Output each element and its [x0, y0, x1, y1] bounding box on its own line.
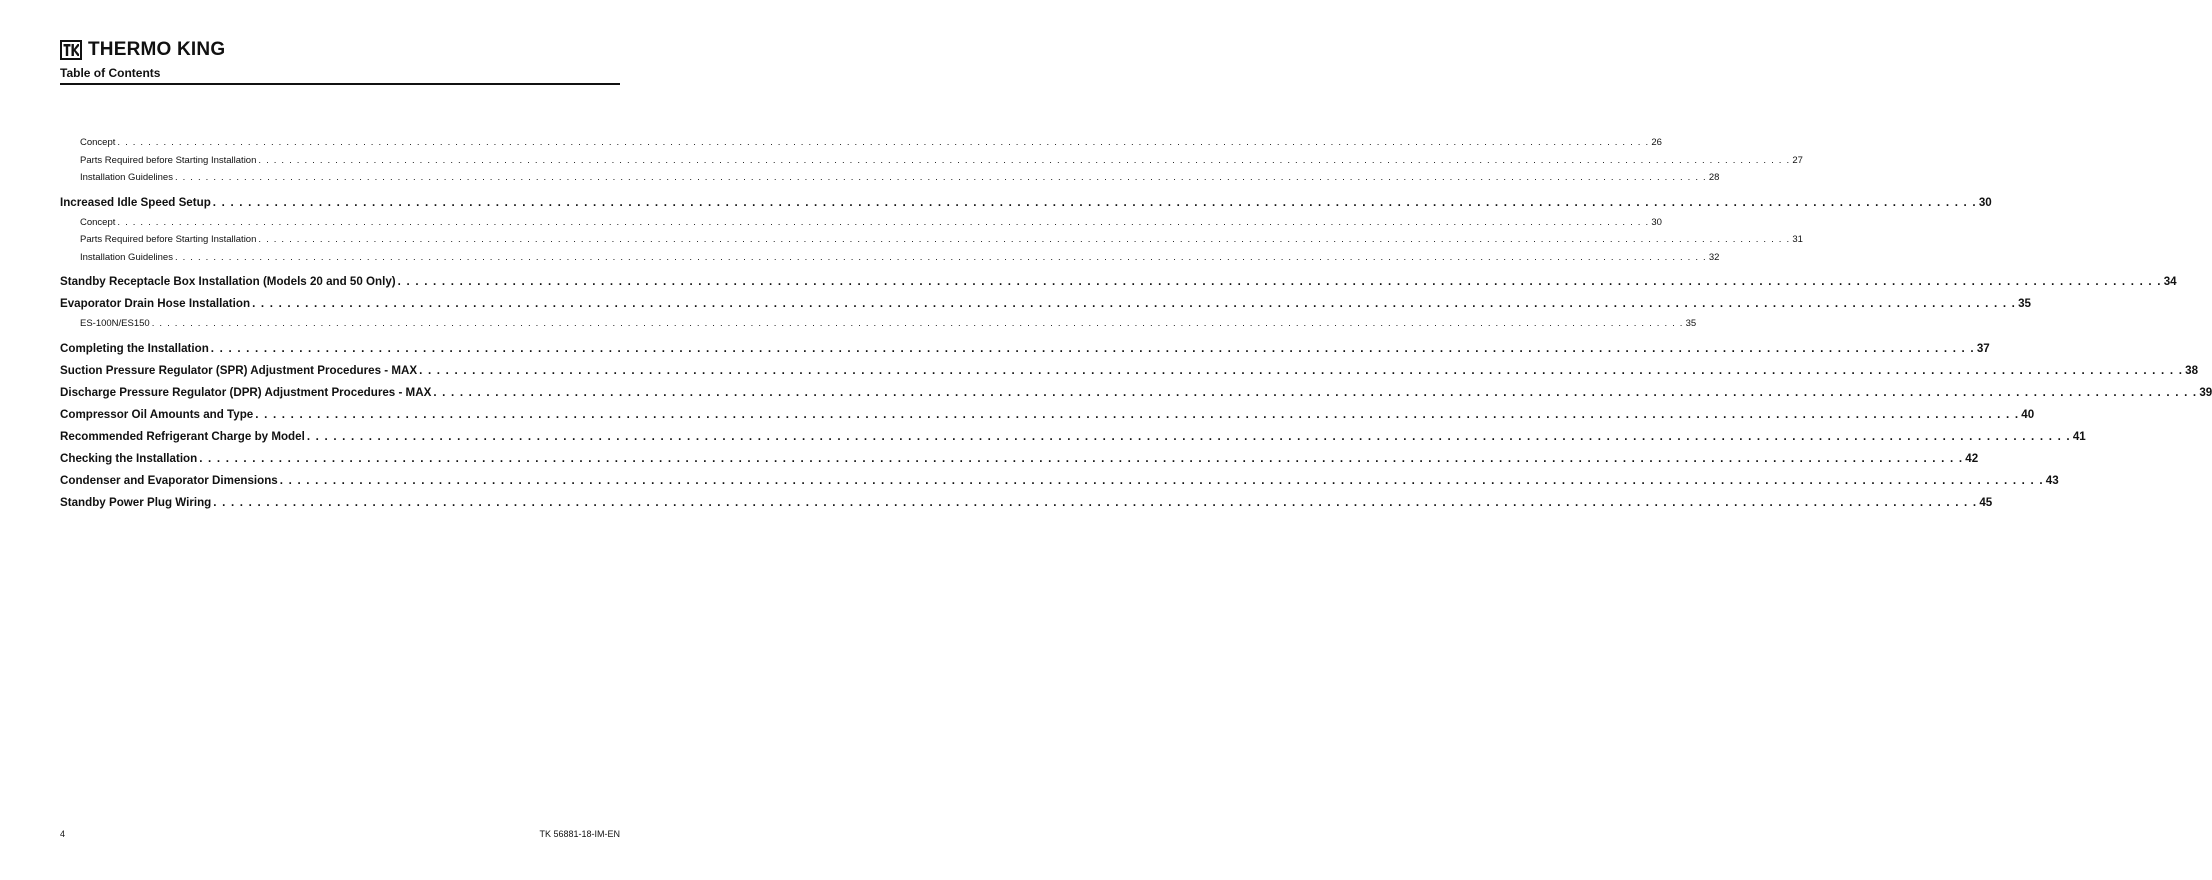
toc-entry[interactable] [60, 382, 2212, 404]
toc-page-number: 42 [1965, 451, 1979, 465]
dot-leader: . . . . . . . . . . . . . . . . . . . . . . . . . . . . . . . . . . . . . . . . . . . . . . . . . . . . . . . . . . . . . . . . . . . . . . . . . . . . . . . . . . . . . . . . . . . . . . . . . . . . . . . . . . . . . . . . . . . . . . . . . . . . . . . . . . . . . . . . . . . . . . . . . . . . . . . . . . . . . . . . . . . . . . . . . . . . . . . . . . . . . . . . . . . . . . . . . . . . . . . . [397, 275, 2162, 288]
toc-page-number: 26 [1651, 137, 1662, 148]
dot-leader: . . . . . . . . . . . . . . . . . . . . . . . . . . . . . . . . . . . . . . . . . . . . . . . . . . . . . . . . . . . . . . . . . . . . . . . . . . . . . . . . . . . . . . . . . . . . . . . . . . . . . . . . . . . . . . . . . . . . . . . . . . . . . . . . . . . . . . . . . . . . . . . . . . . . . . . . . . . . . . . . . . . . . . . . . . . . . . . . . . . . . . . . . . . . . . . . . . . . . . . . [213, 495, 1978, 509]
toc-entry-title: Installation Guidelines [80, 251, 173, 263]
toc-entry-title: Discharge Pressure Regulator (DPR) Adjustment Procedures - MAX [60, 385, 432, 399]
toc-subentry[interactable] [60, 231, 1803, 249]
toc-entry[interactable] [60, 492, 1993, 514]
dot-leader: . . . . . . . . . . . . . . . . . . . . . . . . . . . . . . . . . . . . . . . . . . . . . . . . . . . . . . . . . . . . . . . . . . . . . . . . . . . . . . . . . . . . . . . . . . . . . . . . . . . . . . . . . . . . . . . . . . . . . . . . . . . . . . . . . . . . . . . . . . . . . . . . . . . . . . . . . . . . . . . . . . . . . . . . . . . . . . . . . . . . . . . . . . . . . . . . . . . . . . . . [151, 318, 1684, 329]
toc-page-number: 43 [2045, 473, 2059, 487]
toc-subentry[interactable] [60, 214, 1662, 232]
brand-logo [60, 38, 620, 62]
toc-entry-title: Installation Guidelines [80, 172, 173, 183]
toc-page-number: 45 [1979, 495, 1993, 509]
toc-entry-title: Parts Required before Starting Installation [80, 154, 257, 166]
toc-entry-title: Parts Required before Starting Installation [80, 234, 257, 245]
toc-page-number: 39 [2199, 385, 2212, 399]
toc-entry-title: Increased Idle Speed Setup [60, 195, 211, 209]
toc-subentry[interactable] [60, 169, 1720, 187]
toc-entry[interactable] [60, 360, 2199, 382]
toc-page-number: 35 [2018, 297, 2031, 310]
table-of-contents [60, 134, 2212, 514]
dot-leader: . . . . . . . . . . . . . . . . . . . . . . . . . . . . . . . . . . . . . . . . . . . . . . . . . . . . . . . . . . . . . . . . . . . . . . . . . . . . . . . . . . . . . . . . . . . . . . . . . . . . . . . . . . . . . . . . . . . . . . . . . . . . . . . . . . . . . . . . . . . . . . . . . . . . . . . . . . . . . . . . . . . . . . . . . . . . . . . . . . . . . . . . . . . . . . . . . . . . . . . . [306, 429, 2071, 443]
dot-leader: . . . . . . . . . . . . . . . . . . . . . . . . . . . . . . . . . . . . . . . . . . . . . . . . . . . . . . . . . . . . . . . . . . . . . . . . . . . . . . . . . . . . . . . . . . . . . . . . . . . . . . . . . . . . . . . . . . . . . . . . . . . . . . . . . . . . . . . . . . . . . . . . . . . . . . . . . . . . . . . . . . . . . . . . . . . . . . . . . . . . . . . . . . . . . . . . . . . . . . . . [258, 154, 1791, 166]
dot-leader: . . . . . . . . . . . . . . . . . . . . . . . . . . . . . . . . . . . . . . . . . . . . . . . . . . . . . . . . . . . . . . . . . . . . . . . . . . . . . . . . . . . . . . . . . . . . . . . . . . . . . . . . . . . . . . . . . . . . . . . . . . . . . . . . . . . . . . . . . . . . . . . . . . . . . . . . . . . . . . . . . . . . . . . . . . . . . . . . . . . . . . . . . . . . . . . . . . . . . . . . [174, 251, 1707, 263]
toc-entry-title: Standby Power Plug Wiring [60, 495, 212, 509]
dot-leader: . . . . . . . . . . . . . . . . . . . . . . . . . . . . . . . . . . . . . . . . . . . . . . . . . . . . . . . . . . . . . . . . . . . . . . . . . . . . . . . . . . . . . . . . . . . . . . . . . . . . . . . . . . . . . . . . . . . . . . . . . . . . . . . . . . . . . . . . . . . . . . . . . . . . . . . . . . . . . . . . . . . . . . . . . . . . . . . . . . . . . . . . . . . . . . . . . . . . . . . . [212, 195, 1977, 209]
toc-page-number: 30 [1651, 216, 1662, 228]
dot-leader: . . . . . . . . . . . . . . . . . . . . . . . . . . . . . . . . . . . . . . . . . . . . . . . . . . . . . . . . . . . . . . . . . . . . . . . . . . . . . . . . . . . . . . . . . . . . . . . . . . . . . . . . . . . . . . . . . . . . . . . . . . . . . . . . . . . . . . . . . . . . . . . . . . . . . . . . . . . . . . . . . . . . . . . . . . . . . . . . . . . . . . . . . . . . . . . . . . . . . . . . [117, 216, 1650, 228]
dot-leader: . . . . . . . . . . . . . . . . . . . . . . . . . . . . . . . . . . . . . . . . . . . . . . . . . . . . . . . . . . . . . . . . . . . . . . . . . . . . . . . . . . . . . . . . . . . . . . . . . . . . . . . . . . . . . . . . . . . . . . . . . . . . . . . . . . . . . . . . . . . . . . . . . . . . . . . . . . . . . . . . . . . . . . . . . . . . . . . . . . . . . . . . . . . . . . . . . . . . . . . . [433, 385, 2198, 399]
dot-leader: . . . . . . . . . . . . . . . . . . . . . . . . . . . . . . . . . . . . . . . . . . . . . . . . . . . . . . . . . . . . . . . . . . . . . . . . . . . . . . . . . . . . . . . . . . . . . . . . . . . . . . . . . . . . . . . . . . . . . . . . . . . . . . . . . . . . . . . . . . . . . . . . . . . . . . . . . . . . . . . . . . . . . . . . . . . . . . . . . . . . . . . . . . . . . . . . . . . . . . . . [255, 407, 2020, 421]
toc-entry-title: Concept [80, 137, 116, 148]
thermo-king-logo-icon [60, 40, 82, 60]
dot-leader: . . . . . . . . . . . . . . . . . . . . . . . . . . . . . . . . . . . . . . . . . . . . . . . . . . . . . . . . . . . . . . . . . . . . . . . . . . . . . . . . . . . . . . . . . . . . . . . . . . . . . . . . . . . . . . . . . . . . . . . . . . . . . . . . . . . . . . . . . . . . . . . . . . . . . . . . . . . . . . . . . . . . . . . . . . . . . . . . . . . . . . . . . . . . . . . . . . . . . . . . [199, 451, 1964, 465]
toc-entry[interactable] [60, 338, 1990, 360]
toc-page-number: 41 [2072, 429, 2086, 443]
toc-entry-title: Completing the Installation [60, 341, 209, 355]
document-id: TK 56881-18-IM-EN [539, 829, 620, 839]
toc-subentry[interactable] [60, 152, 1803, 170]
dot-leader: . . . . . . . . . . . . . . . . . . . . . . . . . . . . . . . . . . . . . . . . . . . . . . . . . . . . . . . . . . . . . . . . . . . . . . . . . . . . . . . . . . . . . . . . . . . . . . . . . . . . . . . . . . . . . . . . . . . . . . . . . . . . . . . . . . . . . . . . . . . . . . . . . . . . . . . . . . . . . . . . . . . . . . . . . . . . . . . . . . . . . . . . . . . . . . . . . . . . . . . . [210, 341, 1975, 355]
toc-entry-title: Standby Receptacle Box Installation (Models 20 and 50 Only) [60, 275, 396, 288]
toc-entry-title: Evaporator Drain Hose Installation [60, 297, 251, 310]
toc-page-number: 34 [2163, 275, 2177, 288]
toc-page-number: 28 [1708, 172, 1720, 183]
toc-page-number: 37 [1976, 341, 1990, 355]
toc-entry[interactable] [60, 470, 2059, 492]
toc-page-number: 40 [2021, 407, 2035, 421]
dot-leader: . . . . . . . . . . . . . . . . . . . . . . . . . . . . . . . . . . . . . . . . . . . . . . . . . . . . . . . . . . . . . . . . . . . . . . . . . . . . . . . . . . . . . . . . . . . . . . . . . . . . . . . . . . . . . . . . . . . . . . . . . . . . . . . . . . . . . . . . . . . . . . . . . . . . . . . . . . . . . . . . . . . . . . . . . . . . . . . . . . . . . . . . . . . . . . . . . . . . . . . . [174, 172, 1707, 183]
toc-entry-title: Checking the Installation [60, 451, 198, 465]
toc-entry[interactable] [60, 192, 1992, 214]
dot-leader: . . . . . . . . . . . . . . . . . . . . . . . . . . . . . . . . . . . . . . . . . . . . . . . . . . . . . . . . . . . . . . . . . . . . . . . . . . . . . . . . . . . . . . . . . . . . . . . . . . . . . . . . . . . . . . . . . . . . . . . . . . . . . . . . . . . . . . . . . . . . . . . . . . . . . . . . . . . . . . . . . . . . . . . . . . . . . . . . . . . . . . . . . . . . . . . . . . . . . . . . [419, 363, 2184, 377]
toc-entry-title: Concept [80, 216, 116, 228]
toc-entry-title: Suction Pressure Regulator (SPR) Adjustment Procedures - MAX [60, 363, 418, 377]
toc-subentry[interactable] [60, 249, 1720, 267]
toc-entry-title: Condenser and Evaporator Dimensions [60, 473, 278, 487]
toc-entry-title: ES-100N/ES150 [80, 318, 150, 329]
toc-page-number: 31 [1792, 234, 1803, 245]
toc-entry[interactable] [60, 271, 2177, 293]
dot-leader: . . . . . . . . . . . . . . . . . . . . . . . . . . . . . . . . . . . . . . . . . . . . . . . . . . . . . . . . . . . . . . . . . . . . . . . . . . . . . . . . . . . . . . . . . . . . . . . . . . . . . . . . . . . . . . . . . . . . . . . . . . . . . . . . . . . . . . . . . . . . . . . . . . . . . . . . . . . . . . . . . . . . . . . . . . . . . . . . . . . . . . . . . . . . . . . . . . . . . . . . [258, 234, 1791, 245]
toc-subentry[interactable] [60, 134, 1662, 152]
dot-leader: . . . . . . . . . . . . . . . . . . . . . . . . . . . . . . . . . . . . . . . . . . . . . . . . . . . . . . . . . . . . . . . . . . . . . . . . . . . . . . . . . . . . . . . . . . . . . . . . . . . . . . . . . . . . . . . . . . . . . . . . . . . . . . . . . . . . . . . . . . . . . . . . . . . . . . . . . . . . . . . . . . . . . . . . . . . . . . . . . . . . . . . . . . . . . . . . . . . . . . . . [279, 473, 2044, 487]
toc-entry-title: Recommended Refrigerant Charge by Model [60, 429, 305, 443]
toc-page-number: 38 [2185, 363, 2199, 377]
page-number: 4 [60, 829, 66, 839]
section-title: Table of Contents [60, 66, 161, 80]
toc-entry[interactable] [60, 426, 2086, 448]
toc-entry-title: Compressor Oil Amounts and Type [60, 407, 254, 421]
toc-page-number: 27 [1792, 154, 1803, 166]
toc-page-number: 35 [1685, 318, 1697, 329]
dot-leader: . . . . . . . . . . . . . . . . . . . . . . . . . . . . . . . . . . . . . . . . . . . . . . . . . . . . . . . . . . . . . . . . . . . . . . . . . . . . . . . . . . . . . . . . . . . . . . . . . . . . . . . . . . . . . . . . . . . . . . . . . . . . . . . . . . . . . . . . . . . . . . . . . . . . . . . . . . . . . . . . . . . . . . . . . . . . . . . . . . . . . . . . . . . . . . . . . . . . . . . . [117, 137, 1650, 148]
page-header [60, 38, 620, 85]
brand-name: THERMO KING [88, 39, 226, 60]
toc-page-number: 32 [1708, 251, 1720, 263]
toc-page-number: 30 [1978, 195, 1992, 209]
toc-subentry[interactable] [60, 315, 1697, 333]
toc-entry[interactable] [60, 293, 2031, 315]
toc-entry[interactable] [60, 404, 2035, 426]
dot-leader: . . . . . . . . . . . . . . . . . . . . . . . . . . . . . . . . . . . . . . . . . . . . . . . . . . . . . . . . . . . . . . . . . . . . . . . . . . . . . . . . . . . . . . . . . . . . . . . . . . . . . . . . . . . . . . . . . . . . . . . . . . . . . . . . . . . . . . . . . . . . . . . . . . . . . . . . . . . . . . . . . . . . . . . . . . . . . . . . . . . . . . . . . . . . . . . . . . . . . . . . [252, 297, 2017, 310]
toc-entry[interactable] [60, 448, 1979, 470]
header-divider [60, 83, 620, 85]
